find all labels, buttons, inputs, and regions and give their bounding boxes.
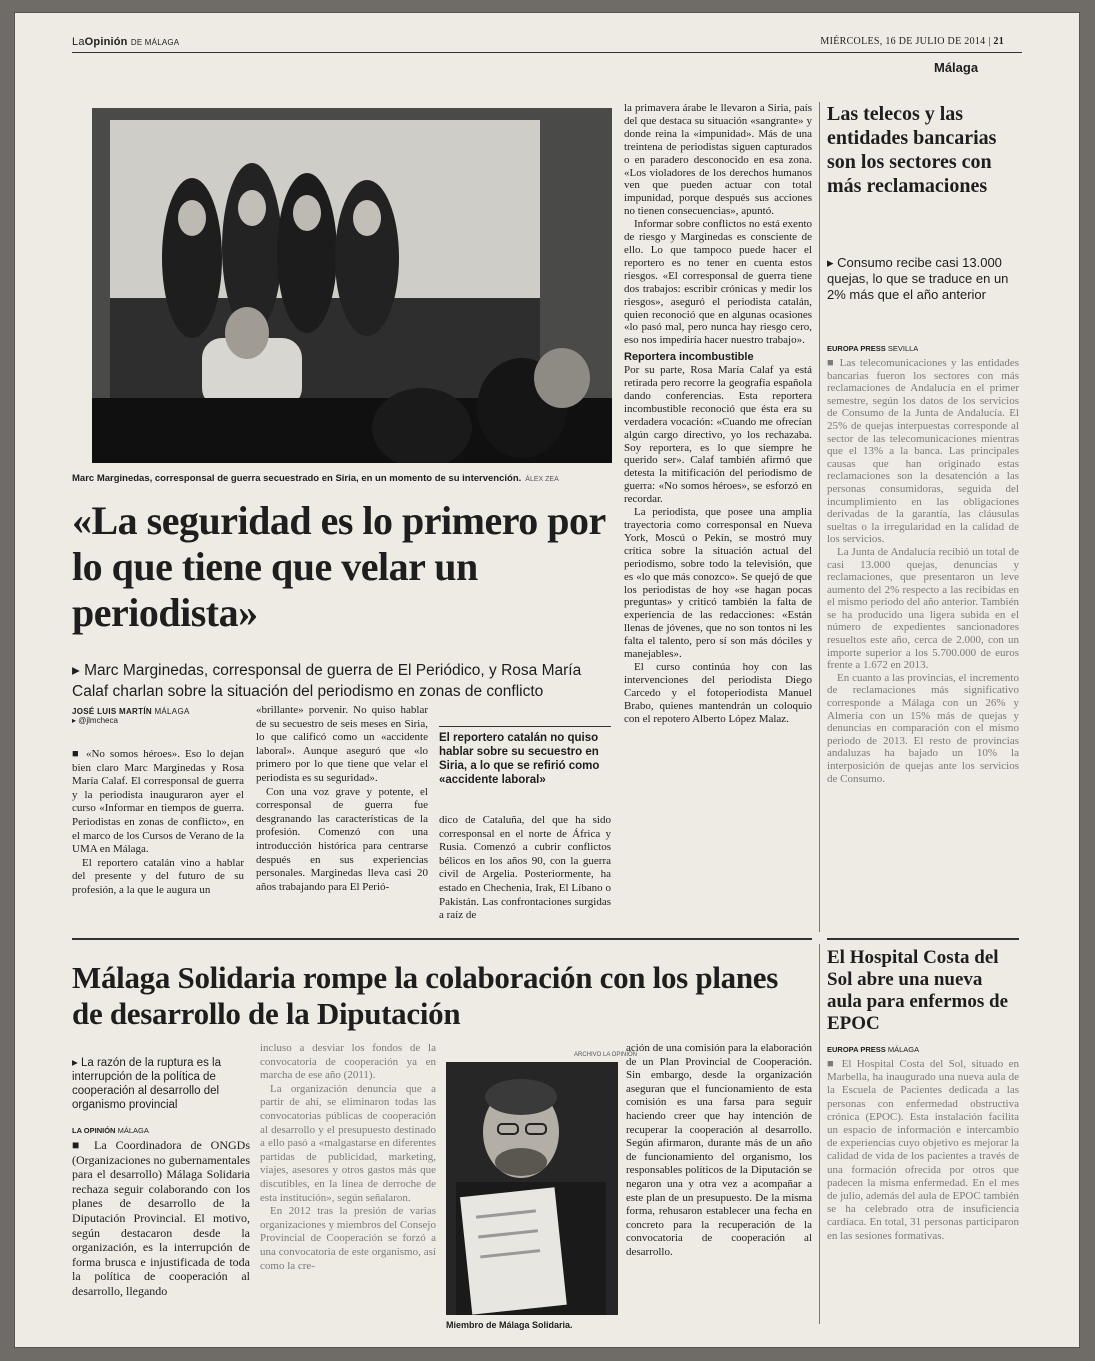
side-agency-2: EUROPA PRESS MÁLAGA [827, 1045, 920, 1054]
column-divider [819, 102, 820, 932]
main-photo-illustration [92, 108, 612, 463]
main-photo [92, 108, 612, 463]
main-subhead: ▸ Marc Marginedas, corresponsal de guerra de El Periódico, y Rosa María Calaf charlan sobre la situación del periodismo en zonas de conflicto [72, 662, 582, 700]
col-subheading: Reportera incombustible [624, 351, 754, 364]
twitter-handle: ▸ @jlmcheca [72, 716, 118, 725]
main-col-3: dico de Cataluña, del que ha sido corresponsal en el norte de África y Rusia. Comenzó a cubrir conflictos bélicos en los años 90, con la guerra civil de Argelia. Posteriormente, ha estado en Chechenia, Irak, El Líbano o Pakistán. Las confrontaciones surgidas a raíz de [439, 814, 611, 922]
second-col-3: ación de una comisión para la elaboración de un Plan Provincial de Cooperación. Sin embargo, desde la organización aseguran que el funcionamiento de esta comisión es una farsa para seguir haciendo creer que hay intención de recuperar la cooperación al desarrollo. Según afirmaron, durante más de un año de funcionamiento del organismo, los responsables políticos de la Diputación se negaron una y otra vez a acompañar a este plan de un presupuesto. De la misma forma, rehusaron establecer una fecha en concreto para la recuperación de la convocatoria de cooperación al desarrollo. [626, 1042, 812, 1258]
second-col-2: incluso a desviar los fondos de la convocatoria de cooperación ya en marcha de ese año (2011). La organización denuncia que a partir de ahí, se eliminaron todas las convocatorias públicas de cooperación al desarrollo y el presupuesto destinado a ello pasó a «malgastarse en diferentes partidas de publicidad, marketing, viajes, asesores y otros gastos más que discutibles, en la línea de derroche de esta institución», según señalaron. En 2012 tras la presión de varias organizaciones y miembros del Consejo Provincial de Cooperación se forzó a una convocatoria de este organismo, así como la cre- [260, 1042, 436, 1272]
section-label: Málaga [934, 60, 979, 75]
side-headline-1: Las telecos y las entidades bancarias son los sectores con más reclamaciones [827, 103, 997, 197]
column-divider-2 [819, 944, 820, 1324]
pullquote: El reportero catalán no quiso hablar sobre su secuestro en Siria, a lo que se refirió como «accidente laboral» [439, 726, 611, 787]
second-byline: LA OPINIÓN MÁLAGA [72, 1126, 149, 1135]
main-headline: «La seguridad es lo primero por lo que tiene que velar un periodista» [72, 498, 606, 635]
second-photo [446, 1062, 618, 1315]
second-col-1: ■ La Coordinadora de ONGDs (Organizaciones no gubernamentales para el desarrollo) Málaga Solidaria rechaza seguir colaborando con los planes de desarrollo de la Diputación Provincial. El motivo, según destacaron desde la organización, es la interrupción de forma brusca e injustificada de toda la política de cooperación al desarrollo, llegando [72, 1138, 250, 1298]
second-headline: Málaga Solidaria rompe la colaboración con los planes de desarrollo de la Diputación [72, 960, 779, 1031]
side-body-1: ■ Las telecomunicaciones y las entidades bancarias fueron los sectores con más reclamaciones de Andalucía en el primer semestre, según los datos de los servicios de Consumo de la Junta de Andalucía. El 25% de quejas interpuestas corresponde al sector de las telecomunicaciones mientras que el 13% a la banca. Las principales causas que han originado estas reclamaciones son la desatención a las personas consumidoras, seguida del incumplimiento en las obligaciones derivadas de la garantía, las cláusulas sueltas o la irregularidad en la calidad de los servicios. La Junta de Andalucía recibió un total de casi 13.000 quejas, denuncias y reclamaciones, que presentaron un leve aumento del 2% respecto a las recibidas en el mismo periodo del año anterior. También se ha producido una ligera subida en el número de expedientes sancionadores resueltos este año, cerca de 2.000, con un importe superior a los 5.700.000 de euros frente a 1.672 en 2013. En cuanto a las provincias, el incremento de reclamaciones más significativo corresponde a Málaga con un 26% y Almería con un 15% más de quejas y denuncias en comparación con el mismo periodo de 2013. El resto de provincias andaluzas ha bajado un 10% la interposición de quejas ante los servicios de Consumo. [827, 357, 1019, 785]
main-col-4: la primavera árabe le llevaron a Siria, país del que destaca su situación «sangrante» y donde reina la «impunidad». Más de una treintena de periodistas siguen capturados o en paradero desconocido en esa zona. «Los violadores de los derechos humanos ven que pueden actuar con total impunidad, porque después sus acciones no tienen consecuencias», apuntó. Informar sobre conflictos no está exento de riesgo y Marginedas es consciente de ello. Lo que tampoco puede hacer el reportero es no tener en cuenta estos riesgos. «El corresponsal de guerra tiene dos trabajos: escribir crónicas y medir los riesgos», aseguró el periodista catalán, quien reconoció que en algunas ocasiones «lo pasó mal, pero nunca hay riesgo cero, eso nos impediría hacer nuestro trabajo». Reportera incombustible Por su parte, Rosa María Calaf ya está retirada pero recorre la geografía española dando conferencias. Esta reportera incombustible reconoció que ésta era su verdadera vocación: «Cuando me ofrecían algún cargo directivo, yo los rechazaba. Soy reportera, es lo que siempre he querido ser». Calaf también afirmó que detesta la mitificación del periodismo de guerra: «No somos héroes», se esforzó en recordar. La periodista, que posee una amplia trayectoria como corresponsal en Nueva York, Moscú o Pekín, se mostró muy crítica sobre la situación actual del periodismo, sobre todo la televisión, que es «lo que más conozco». Se quejó de que los periodistas de hoy «se hagan pocas preguntas» y criticó también la falta de experiencia de las redacciones: «Están llenas de jóvenes, que no son tontos ni les falta el talento, pero sí son más dóciles y manejables». El curso continúa hoy con las intervenciones del periodista Diego Carcedo y el fotoperiodista Manuel Brabo, quienes mantendrán un coloquio con el repotero Alberto López Malaz. [624, 102, 812, 725]
main-byline: JOSÉ LUIS MARTÍN MÁLAGA ▸ @jlmcheca [72, 707, 190, 725]
second-photo-illustration [446, 1062, 618, 1315]
second-photo-caption: Miembro de Málaga Solidaria. [446, 1320, 573, 1330]
second-subhead: ▸ La razón de la ruptura es la interrupción de la política de cooperación al desarrollo del organismo provincial [72, 1057, 221, 1111]
section-rule [72, 938, 812, 940]
side-section-rule [827, 938, 1019, 940]
masthead-date: MIÉRCOLES, 16 DE JULIO DE 2014 | 21 [820, 36, 1004, 47]
side-body-2: ■ El Hospital Costa del Sol, situado en Marbella, ha inaugurado una nueva aula de la Escuela de Pacientes dedicada a las personas con enfermedad obstructiva crónica (EPOC). Esta instalación facilita un espacio de información e intercambio de experiencias cuyo objetivo es mejorar la calidad de vida de los pacientes a través de una formación ofrecida por otros que padecen la misma enfermedad. En el mes de julio, además del aula de EPOC también se ha celebrado otra de insuficiencia cardíaca. En total, 31 personas participaron en las sesiones formativas. [827, 1058, 1019, 1242]
second-photo-credit: ARCHIVO LA OPINIÓN [574, 1052, 638, 1058]
newspaper-page [14, 12, 1080, 1348]
main-col-2: «brillante» porvenir. No quiso hablar de su secuestro de seis meses en Siria, lo que calificó como un «accidente laboral». Aunque aseguró que «lo primero por lo que tiene que velar el periodista es su seguridad». Con una voz grave y potente, el corresponsal de guerra fue desgranando las características de la profesión. Comenzó con una introducción histórica para centrarse después en sus experiencias personales. Marginedas lleva casi 20 años trabajando para El Perió- [256, 704, 428, 893]
masthead-brand: LaOpinión DE MÁLAGA [72, 36, 180, 48]
main-col-1: ■ «No somos héroes». Eso lo dejan bien claro Marc Marginedas y Rosa María Calaf. El corresponsal de guerra y la periodista inauguraron ayer el curso «Informar en tiempos de guerra. Periodistas en zonas de conflicto», en el marco de los Cursos de Verano de la UMA en Málaga. El reportero catalán vino a hablar del presente y del futuro de su profesión, a la que le augura un [72, 748, 244, 896]
side-agency-1: EUROPA PRESS SEVILLA [827, 344, 919, 353]
top-rule [72, 52, 1022, 53]
side-subhead-1: ▸ Consumo recibe casi 13.000 quejas, lo que se traduce en un 2% más que el año anterior [827, 255, 1009, 302]
main-photo-caption: Marc Marginedas, corresponsal de guerra secuestrado en Siria, en un momento de su intervención. ÁLEX ZEA [72, 473, 559, 484]
side-headline-2: El Hospital Costa del Sol abre una nueva aula para enfermos de EPOC [827, 947, 1009, 1034]
